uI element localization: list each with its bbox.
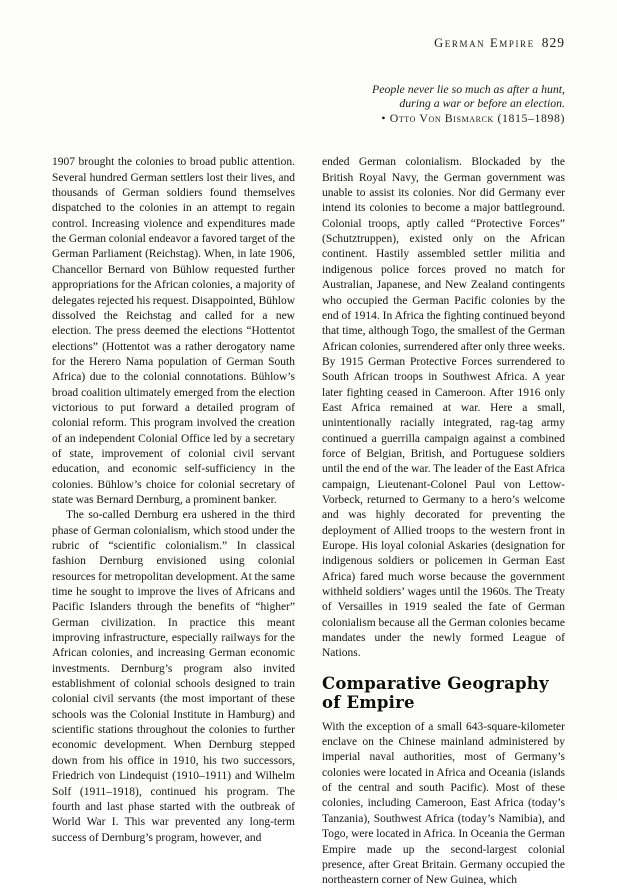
running-head-title: German Empire xyxy=(434,36,535,50)
two-column-body xyxy=(52,155,565,888)
epigraph-line-1: People never lie so much as after a hunt, xyxy=(372,82,565,96)
epigraph-quote xyxy=(52,82,565,126)
body-paragraph: The so-called Dernburg era ushered in the third phase of German colonialism, which stood under the rubric of “scientific colonialism.” In classical fashion Dernburg envisioned using colonial resources for metropolitan development. At the same time he sought to improve the lives of Africans and Pacific Islanders through the benefits of “higher” German civilization. In practice this meant improving infrastructure, especially railways for the African colonies, and increasing German economic investments. Dernburg’s program also invited establishment of colonial schools designed to train colonial civil servants (the most important of these schools was the Colonial Institute in Hamburg) and scientific stations throughout the colonies to further economic development. When Dernburg stepped down from his office in 1910, his two successors, Friedrich von Lindequist (1910–1911) and Wilhelm Solf (1911–1918), continued his program. The fourth and last phase started with the outbreak of World War I. This war prevented any long-term success of Dernburg’s program, however, and xyxy=(52,509,295,844)
body-paragraph: With the exception of a small 643-square-kilometer enclave on the Chinese mainland administered by imperial naval authorities, most of Germany’s colonies were located in Africa and Oceania (islands of the central and south Pacific). Most of these colonies, including Cameroon, East Africa (today’s Tanzania), Southwest Africa (today’s Namibia), and Togo, were located in Africa. In Oceania the German Empire made up the second-largest colonial presence, after Great Britain. Germany occupied the northeastern corner of New Guinea, which xyxy=(322,720,565,887)
right-column xyxy=(322,155,565,888)
running-header xyxy=(52,34,565,52)
page-number: 829 xyxy=(541,35,565,50)
body-paragraph: ended German colonialism. Blockaded by the British Royal Navy, the German government was unable to assist its colonies. Nor did Germany ever intend its colonies to become a major battleground. Colonial troops, aptly called “Protective Forces” (Schutztruppen), existed only on the African continent. Hastily assembled settler militia and indigenous police forces proved no match for Australian, Japanese, and New Zealand contingents who occupied the German Pacific colonies by the end of 1914. In Africa the fighting continued beyond that time, although Togo, the smallest of the German African colonies, surrendered after only three weeks. By 1915 German Protective Forces surrendered to South African troops in Southwest Africa. A year later fighting ceased in Cameroon. After 1916 only East Africa remained at war. Here a small, unintentionally racially integrated, rag-tag army continued a guerrilla campaign against a combined force of Belgian, British, and Portuguese soldiers until the end of the war. The leader of the East Africa campaign, Lieutenant-Colonel Paul von Lettow-Vorbeck, returned to Germany to a hero’s welcome and was highly decorated for preventing the deployment of Allied troops to the western front in Europe. His loyal colonial Askaries (designation for indigenous soldiers or policemen in German East Africa) fared much worse because the government withheld soldiers’ wages until the 1960s. The Treaty of Versailles in 1919 sealed the fate of German colonialism because all the German colonies became mandates under the newly formed League of Nations. xyxy=(322,156,565,660)
body-paragraph: 1907 brought the colonies to broad public attention. Several hundred German settlers lost their lives, and thousands of German soldiers found themselves dispatched to the colonies in an attempt to regain control. Increasing violence and expenditures made the German colonial endeavor a favored target of the German Parliament (Reichstag). When, in late 1906, Chancellor Bernard von Bühlow requested further appropriations for the African colonies, a majority of delegates rejected his request. Disappointed, Bühlow dissolved the Reichstag and called for a new election. The press deemed the elections “Hottentot elections” (Hottentot was a rather derogatory name for the Herero Nama population of German South Africa) due to the colonial connotations. Bühlow’s broad coalition ultimately emerged from the election victorious to put forward a detailed program of colonial reform. This program involved the creation of an independent Colonial Office led by a secretary of state, improvement of colonial civil servant education, and economic self-sufficiency in the colonies. Bühlow’s choice for colonial secretary of state was Bernard Dernburg, a prominent banker. xyxy=(52,156,295,506)
left-column xyxy=(52,155,295,888)
epigraph-attribution: • Otto Von Bismarck (1815–1898) xyxy=(381,111,565,126)
epigraph-line-2: during a war or before an election. xyxy=(399,96,565,111)
section-heading: Comparative Geography of Empire xyxy=(322,673,549,713)
